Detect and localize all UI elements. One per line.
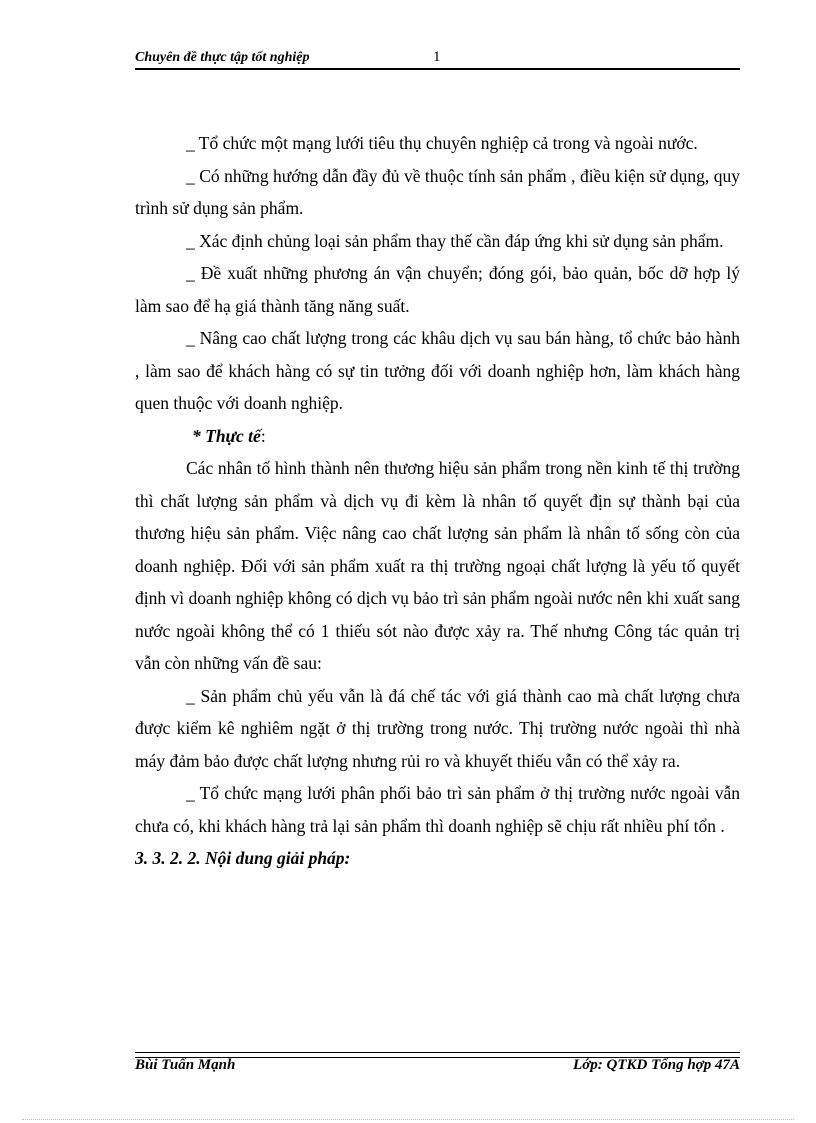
subheading-suffix: : [260, 425, 266, 446]
document-title: Chuyên đề thực tập tốt nghiệp [135, 50, 310, 65]
paragraph: _ Có những hướng dẫn đầy đủ về thuộc tính sản phẩm , điều kiện sử dụng, quy trình sử dụng sản phẩm. [135, 165, 740, 218]
paragraph: _ Tổ chức mạng lưới phân phối bảo trì sản phẩm ở thị trường nước ngoài vẫn chưa có, khi khách hàng trả lại sản phẩm thì doanh nghiệp sẽ chịu rất nhiều phí tổn . [135, 783, 740, 836]
page-header [135, 48, 740, 70]
class-label: Lớp: QTKD Tổng hợp 47A [573, 1057, 740, 1073]
author-name: Bùi Tuấn Mạnh [135, 1057, 236, 1073]
subheading-text: * Thực tế [192, 425, 261, 446]
subheading-reality [135, 420, 740, 453]
paragraph: Các nhân tố hình thành nên thương hiệu sản phẩm trong nền kinh tế thị trường thì chất lượng sản phẩm và dịch vụ đi kèm là nhân tố quyết địn sự thành bại của thương hiệu sản phẩm. Việc nâng cao chất lượng sản phẩm là nhân tố sống còn của doanh nghiệp. Đối với sản phẩm xuất ra thị trường ngoại chất lượng là yếu tố quyết định vì doanh nghiệp không có dịch vụ bảo trì sản phẩm ngoài nước nên khi xuất sang nước ngoài không thể có 1 thiếu sót nào được xảy ra. Thế nhưng Công tác quản trị vẫn còn những vấn đề sau: [135, 458, 740, 673]
paragraph: _ Đề xuất những phương án vận chuyển; đóng gói, bảo quản, bốc dỡ hợp lý làm sao để hạ giá thành tăng năng suất. [135, 263, 740, 316]
paragraph: _ Nâng cao chất lượng trong các khâu dịch vụ sau bán hàng, tổ chức bảo hành , làm sao để khách hàng có sự tin tưởng đối với doanh nghiệp hơn, làm khách hàng quen thuộc với doanh nghiệp. [135, 328, 740, 413]
paragraph: _ Xác định chủng loại sản phẩm thay thế cần đáp ứng khi sử dụng sản phẩm. [186, 230, 724, 251]
page-boundary [22, 1119, 794, 1120]
page-number: 1 [433, 49, 441, 65]
paragraph: _ Sản phẩm chủ yếu vẫn là đá chế tác với giá thành cao mà chất lượng chưa được kiểm kê nghiêm ngặt ở thị trường trong nước. Thị trường nước ngoài thì nhà máy đảm bảo được chất lượng nhưng rủi ro và khuyết thiếu vẫn có thể xảy ra. [135, 685, 740, 771]
section-heading: 3. 3. 2. 2. Nội dung giải pháp: [135, 848, 351, 868]
paragraph: _ Tổ chức một mạng lưới tiêu thụ chuyên nghiệp cả trong và ngoài nước. [186, 133, 698, 153]
document-body [135, 127, 740, 875]
